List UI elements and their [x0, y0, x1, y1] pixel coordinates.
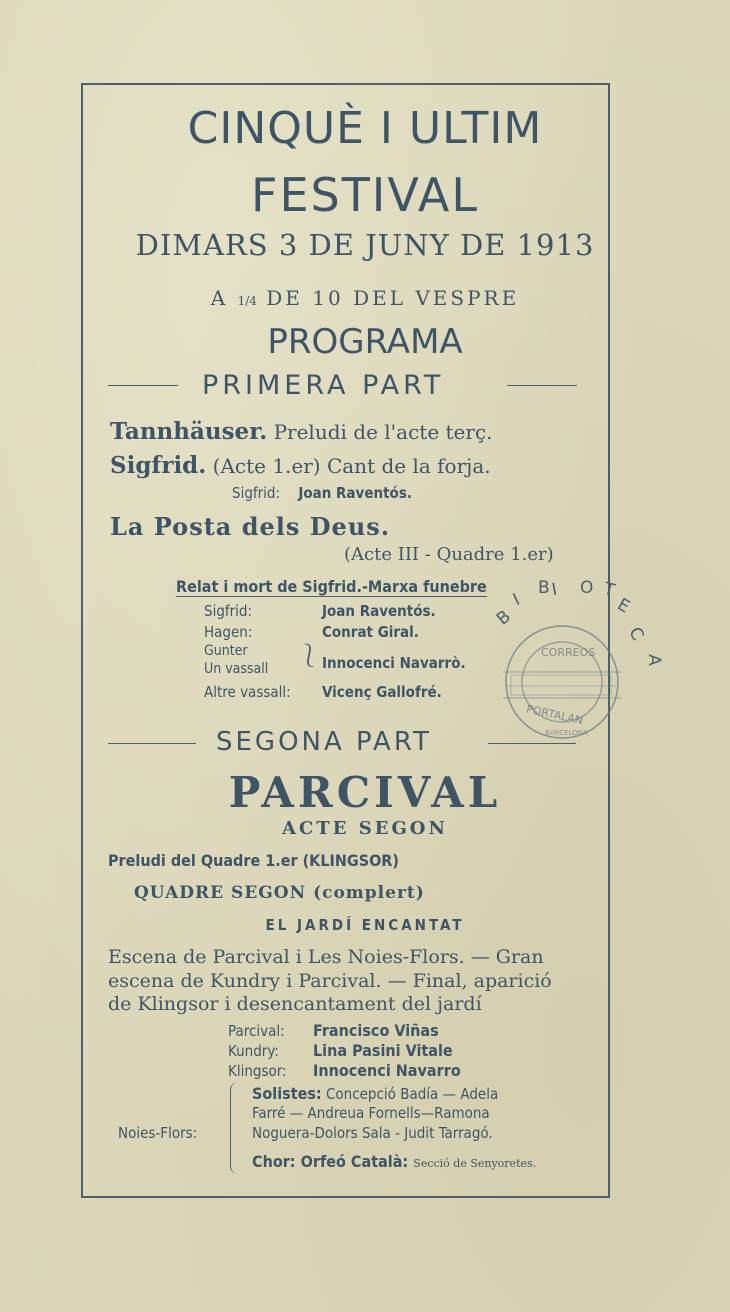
- posta-title: La Posta dels Deus.: [110, 512, 391, 541]
- desc-line1: Escena de Parcival i Les Noies-Flors. — Gran: [108, 946, 544, 968]
- desc-line3: de Klingsor i desencantament del jardí: [108, 993, 482, 1015]
- stamp-ring-top: CORREOS: [541, 646, 596, 659]
- stamp-ring-bottom2: BARCELONA: [545, 729, 588, 737]
- p2-cast-name-0: Francisco Viñas: [313, 1021, 439, 1040]
- posta-act: (Acte III - Quadre 1.er): [344, 544, 554, 565]
- p2-cast-name-2: Innocenci Navarro: [313, 1061, 461, 1080]
- chor-name: Orfeó Català:: [300, 1152, 409, 1171]
- preludi-klingsor: Preludi del Quadre 1.er (KLINGSOR): [108, 851, 399, 870]
- p2-cast-role-2: Klingsor:: [228, 1062, 287, 1080]
- p1-cast-role-0: Sigfrid:: [204, 602, 253, 620]
- solistes-line2: Farré — Andreua Fornells—Ramona: [252, 1104, 490, 1122]
- time-rest: DE 10 DEL VESPRE: [266, 286, 520, 310]
- sigfrid-cast-name: Joan Raventós.: [298, 484, 412, 502]
- sigfrid-desc: (Acte 1.er) Cant de la forja.: [212, 454, 491, 478]
- part1-rule-right: [507, 385, 577, 386]
- stamp-letter-7: E: [613, 594, 634, 618]
- sigfrid-cast-role: Sigfrid:: [232, 484, 281, 502]
- chor-note: Secció de Senyoretes.: [413, 1157, 537, 1170]
- sigfrid-line: [110, 452, 491, 479]
- p2-cast-name-1: Lina Pasini Vitale: [313, 1041, 453, 1060]
- title-line1: CINQUÈ I ULTIM: [187, 103, 543, 154]
- p1-cast-role-4: Altre vassall:: [204, 683, 291, 701]
- stamp-letter-1: I: [510, 589, 524, 611]
- p1-cast-name-0: Joan Raventós.: [322, 602, 436, 620]
- part1-rule-left: [108, 385, 178, 386]
- stamp-ring-bottom: PORTALAN: [525, 702, 585, 728]
- stamp-letter-9: A: [643, 654, 664, 666]
- sigfrid-cast: [232, 484, 412, 502]
- title-line2: FESTIVAL: [250, 168, 479, 222]
- postmark-icon: [497, 620, 627, 745]
- part1-heading: PRIMERA PART: [202, 370, 445, 401]
- stamp-letter-6: T: [601, 578, 617, 602]
- p2-cast-role-1: Kundry:: [228, 1042, 279, 1060]
- jardi-encantat: EL JARDÍ ENCANTAT: [265, 916, 465, 934]
- noies-label: Noies-Flors:: [118, 1124, 198, 1142]
- p1-cast-name-1: Conrat Giral.: [322, 623, 419, 641]
- programa-heading: PROGRAMA: [267, 322, 463, 362]
- part2-rule-left: [108, 743, 196, 744]
- relat-line: Relat i mort de Sigfrid.-Marxa funebre: [176, 577, 487, 596]
- tannhauser-title: Tannhäuser.: [110, 418, 268, 445]
- chor-line: [252, 1152, 536, 1171]
- concert-time: [0, 286, 730, 310]
- stamp-letter-8: C: [624, 623, 648, 645]
- gunter-brace: ⎱: [298, 644, 321, 669]
- noies-brace: [230, 1082, 239, 1174]
- p1-cast-role-2: Gunter: [204, 643, 248, 659]
- postmark-stamp: [497, 620, 627, 745]
- time-a: A: [210, 286, 229, 310]
- time-fraction: 1/4: [237, 294, 257, 308]
- stamp-letter-4: I: [550, 579, 559, 601]
- solistes-line1: [252, 1084, 498, 1103]
- parcival-title: PARCIVAL: [228, 768, 502, 817]
- chor-label: Chor:: [252, 1152, 296, 1171]
- tannhauser-line: [110, 418, 493, 445]
- tannhauser-desc: Preludi de l'acte terç.: [273, 420, 493, 444]
- sigfrid-title: Sigfrid.: [110, 452, 207, 479]
- solistes-label: Solistes:: [252, 1084, 322, 1103]
- solistes-text1: Concepció Badía — Adela: [325, 1085, 499, 1103]
- p1-cast-role-1: Hagen:: [204, 623, 253, 641]
- part2-heading: SEGONA PART: [216, 727, 432, 757]
- desc-line2: escena de Kundry i Parcival. — Final, aparició: [108, 970, 552, 992]
- stamp-letter-5: O: [580, 578, 594, 598]
- concert-date: DIMARS 3 DE JUNY DE 1913: [135, 228, 595, 262]
- solistes-line3: Noguera-Dolors Sala - Judit Tarragó.: [252, 1124, 493, 1142]
- stamp-letter-2: B: [538, 578, 550, 598]
- p1-cast-name-4: Vicenç Gallofré.: [322, 683, 442, 701]
- stamp-letter-0: B: [492, 606, 515, 630]
- acte-segon: ACTE SEGON: [282, 818, 448, 839]
- p1-cast-name-3: Innocenci Navarrò.: [322, 654, 466, 672]
- p1-cast-role-3: Un vassall: [204, 661, 269, 677]
- quadre-segon: QUADRE SEGON (complert): [134, 883, 425, 903]
- p2-cast-role-0: Parcival:: [228, 1022, 285, 1040]
